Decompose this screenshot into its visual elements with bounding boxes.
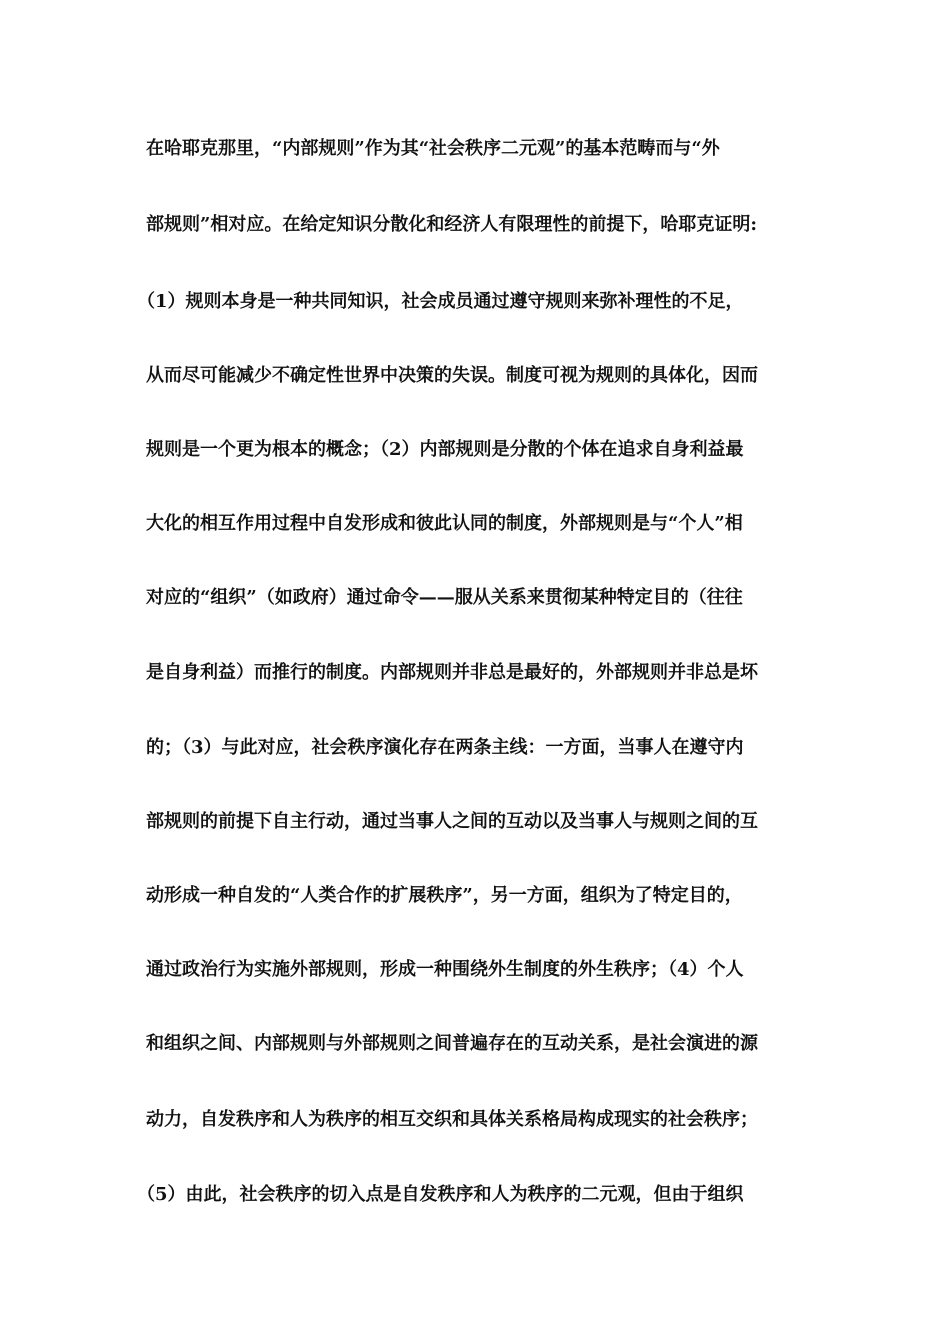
text-line-7: 对应的“组织”（如政府）通过命令——服从关系来贯彻某种特定目的（往往 <box>146 587 743 608</box>
text-line-11: 动形成一种自发的“人类合作的扩展秩序”，另一方面，组织为了特定目的， <box>146 885 743 906</box>
text-line-15: （5）由此，社会秩序的切入点是自发秩序和人为秩序的二元观，但由于组织 <box>137 1184 744 1205</box>
text-line-9: 的；（3）与此对应，社会秩序演化存在两条主线：一方面，当事人在遵守内 <box>146 737 744 758</box>
text-line-8: 是自身利益）而推行的制度。内部规则并非总是最好的，外部规则并非总是坏 <box>146 662 758 683</box>
text-line-6: 大化的相互作用过程中自发形成和彼此认同的制度，外部规则是与“个人”相 <box>146 513 743 534</box>
text-line-12: 通过政治行为实施外部规则，形成一种围绕外生制度的外生秩序；（4）个人 <box>146 959 744 980</box>
text-line-5: 规则是一个更为根本的概念；（2）内部规则是分散的个体在追求自身利益最 <box>146 439 744 460</box>
text-line-14: 动力，自发秩序和人为秩序的相互交织和具体关系格局构成现实的社会秩序； <box>146 1109 758 1130</box>
text-line-13: 和组织之间、内部规则与外部规则之间普遍存在的互动关系，是社会演进的源 <box>146 1033 758 1054</box>
text-line-10: 部规则的前提下自主行动，通过当事人之间的互动以及当事人与规则之间的互 <box>146 811 758 832</box>
text-line-2: 部规则”相对应。在给定知识分散化和经济人有限理性的前提下，哈耶克证明: <box>146 214 757 235</box>
text-line-1: 在哈耶克那里，“内部规则”作为其“社会秩序二元观”的基本范畴而与“外 <box>146 138 720 159</box>
text-line-4: 从而尽可能减少不确定性世界中决策的失误。制度可视为规则的具体化，因而 <box>146 365 758 386</box>
text-line-3: （1）规则本身是一种共同知识，社会成员通过遵守规则来弥补理性的不足， <box>137 291 744 312</box>
